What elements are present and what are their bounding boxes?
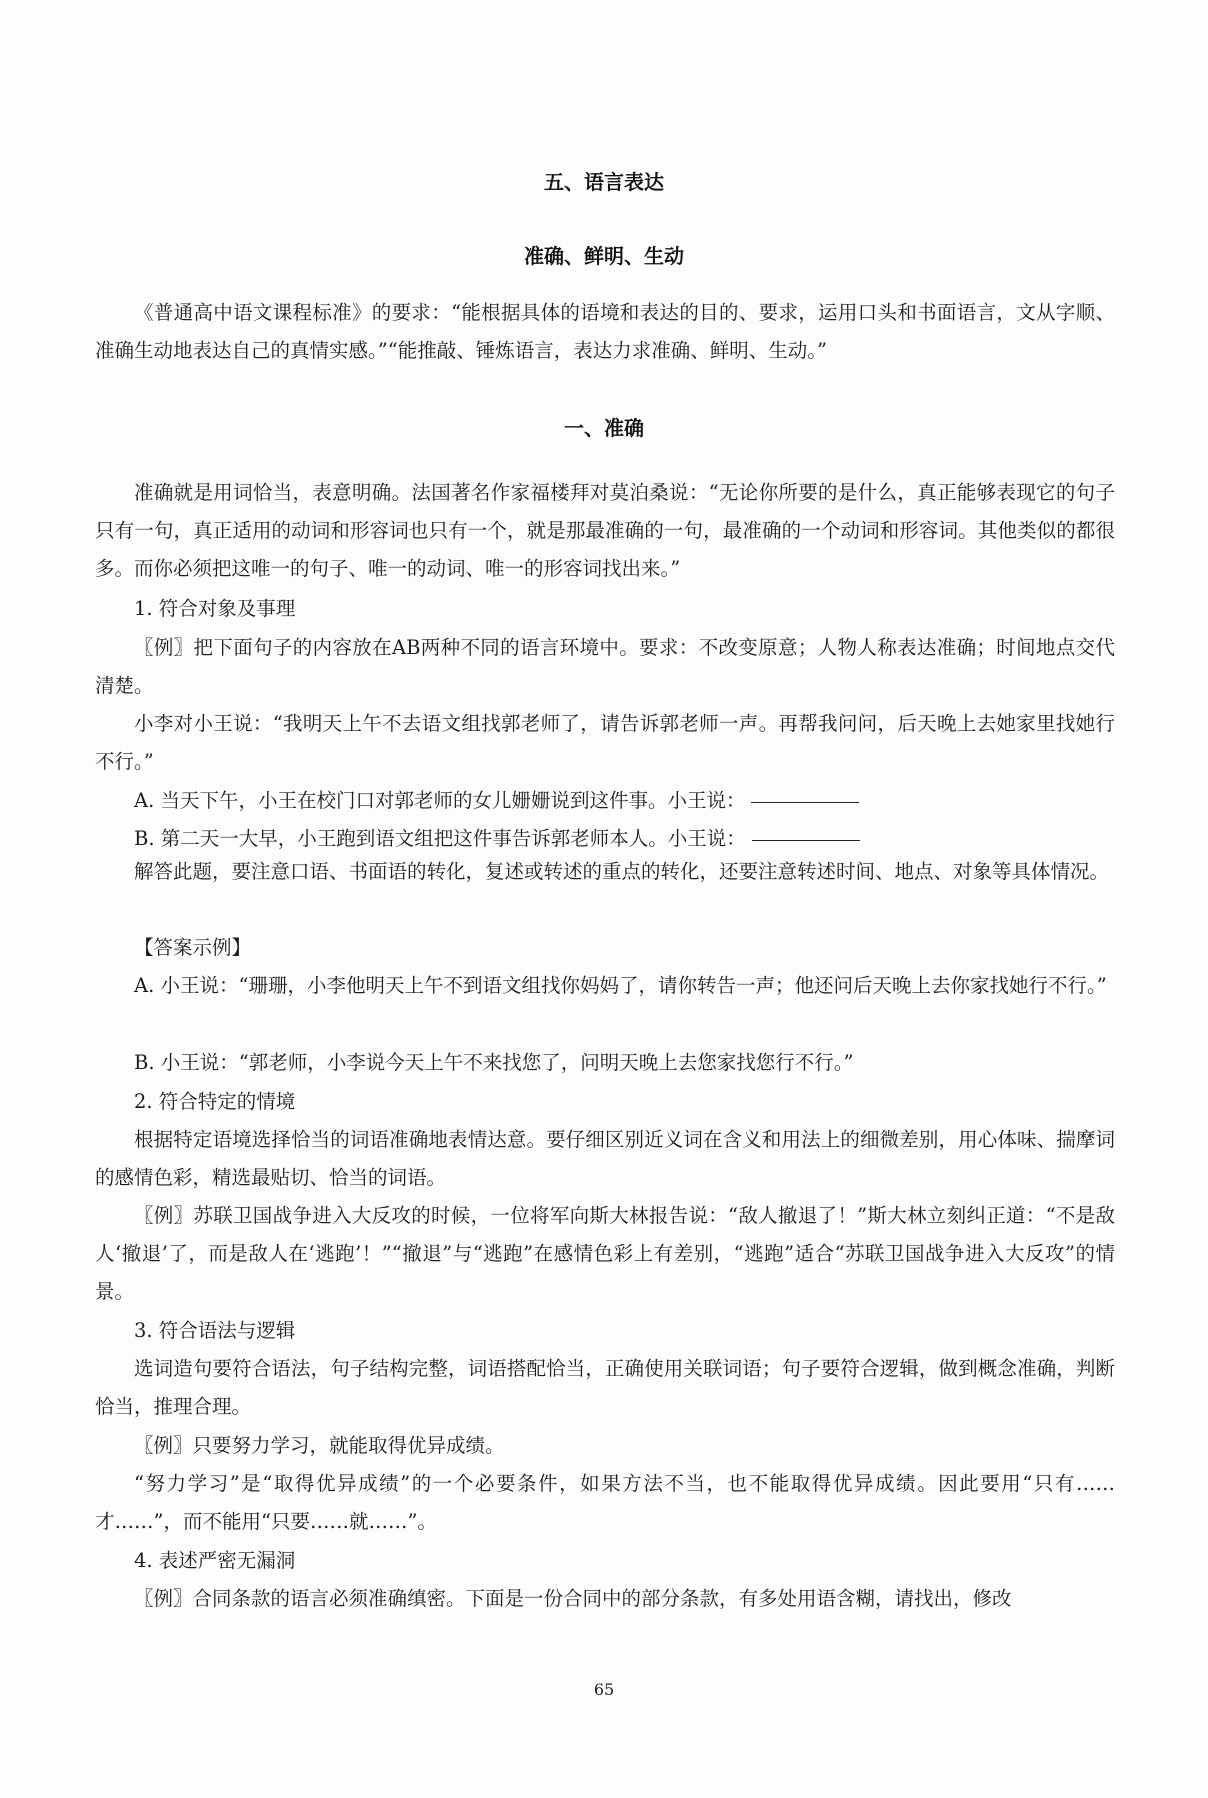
item2-title: 2. 符合特定的情境	[134, 1090, 296, 1113]
answer-b: B. 小王说：“郭老师，小李说今天上午不来找您了，问明天晚上去您家找您行不行。”	[134, 1051, 854, 1074]
subtitle: 准确、鲜明、生动	[524, 244, 684, 268]
answer-label: 【答案示例】	[134, 936, 252, 959]
item3-example: 〖例〗只要努力学习，就能取得优异成绩。	[134, 1434, 505, 1457]
item1-option-b	[134, 823, 860, 851]
definition-paragraph: 准确就是用词恰当，表意明确。法国著名作家福楼拜对莫泊桑说：“无论你所要的是什么，真正能够表现它的句子只有一句，真正适用的动词和形容词也只有一个，就是那最准确的一句，最准确的一个动词和形容词。其他类似的都很多。而你必须把这唯一的句子、唯一的动词、唯一的形容词找出来。”	[95, 481, 1115, 580]
section-heading: 一、准确	[564, 416, 644, 440]
answer-a: A. 小王说：“珊珊，小李他明天上午不到语文组找你妈妈了，请你转告一声；他还问后天晚上去你家找她行不行。”	[134, 974, 1107, 997]
item4-example: 〖例〗合同条款的语言必须准确缜密。下面是一份合同中的部分条款，有多处用语含糊，请找出，修改	[134, 1587, 1012, 1610]
item1-option-a	[134, 785, 859, 813]
item1-analysis: 解答此题，要注意口语、书面语的转化，复述或转述的重点的转化，还要注意转述时间、地点、对象等具体情况。	[134, 860, 1110, 883]
item1-quote: 小李对小王说：“我明天上午不去语文组找郭老师了，请告诉郭老师一声。再帮我问问，后天晚上去她家里找她行不行。”	[95, 712, 1115, 773]
item1-option-a-text: A. 当天下午，小王在校门口对郭老师的女儿姗姗说到这件事。小王说：	[134, 789, 746, 812]
item1-option-b-text: B. 第二天一大早，小王跑到语文组把这件事告诉郭老师本人。小王说：	[134, 827, 746, 850]
item3-analysis: “努力学习”是“取得优异成绩”的一个必要条件，如果方法不当，也不能取得优异成绩。因此要用“只有……才……”，而不能用“只要……就……”。	[95, 1472, 1115, 1533]
answer-blank	[752, 839, 860, 841]
answer-blank	[751, 801, 859, 803]
intro-paragraph: 《普通高中语文课程标准》的要求：“能根据具体的语境和表达的目的、要求，运用口头和书面语言，文从字顺、准确生动地表达自己的真情实感。”“能推敲、锤炼语言，表达力求准确、鲜明、生动。”	[95, 301, 1115, 362]
item2-text: 根据特定语境选择恰当的词语准确地表情达意。要仔细区别近义词在含义和用法上的细微差别，用心体味、揣摩词的感情色彩，精选最贴切、恰当的词语。	[95, 1128, 1115, 1189]
item3-title: 3. 符合语法与逻辑	[134, 1319, 296, 1342]
item1-title: 1. 符合对象及事理	[134, 597, 296, 620]
item2-example: 〖例〗苏联卫国战争进入大反攻的时候，一位将军向斯大林报告说：“敌人撤退了！”斯大林立刻纠正道：“不是敌人‘撤退’了，而是敌人在‘逃跑’！”“撤退”与“逃跑”在感情色彩上有差别，“逃跑”适合“苏联卫国战争进入大反攻”的情景。	[95, 1204, 1115, 1303]
item3-text: 选词造句要符合语法，句子结构完整，词语搭配恰当，正确使用关联词语；句子要符合逻辑，做到概念准确，判断恰当，推理合理。	[95, 1357, 1115, 1418]
item4-title: 4. 表述严密无漏洞	[134, 1549, 296, 1572]
item1-example: 〖例〗把下面句子的内容放在AB两种不同的语言环境中。要求：不改变原意；人物人称表达准确；时间地点交代清楚。	[95, 636, 1115, 697]
page-number: 65	[593, 1680, 615, 1699]
page-title: 五、语言表达	[544, 170, 664, 194]
